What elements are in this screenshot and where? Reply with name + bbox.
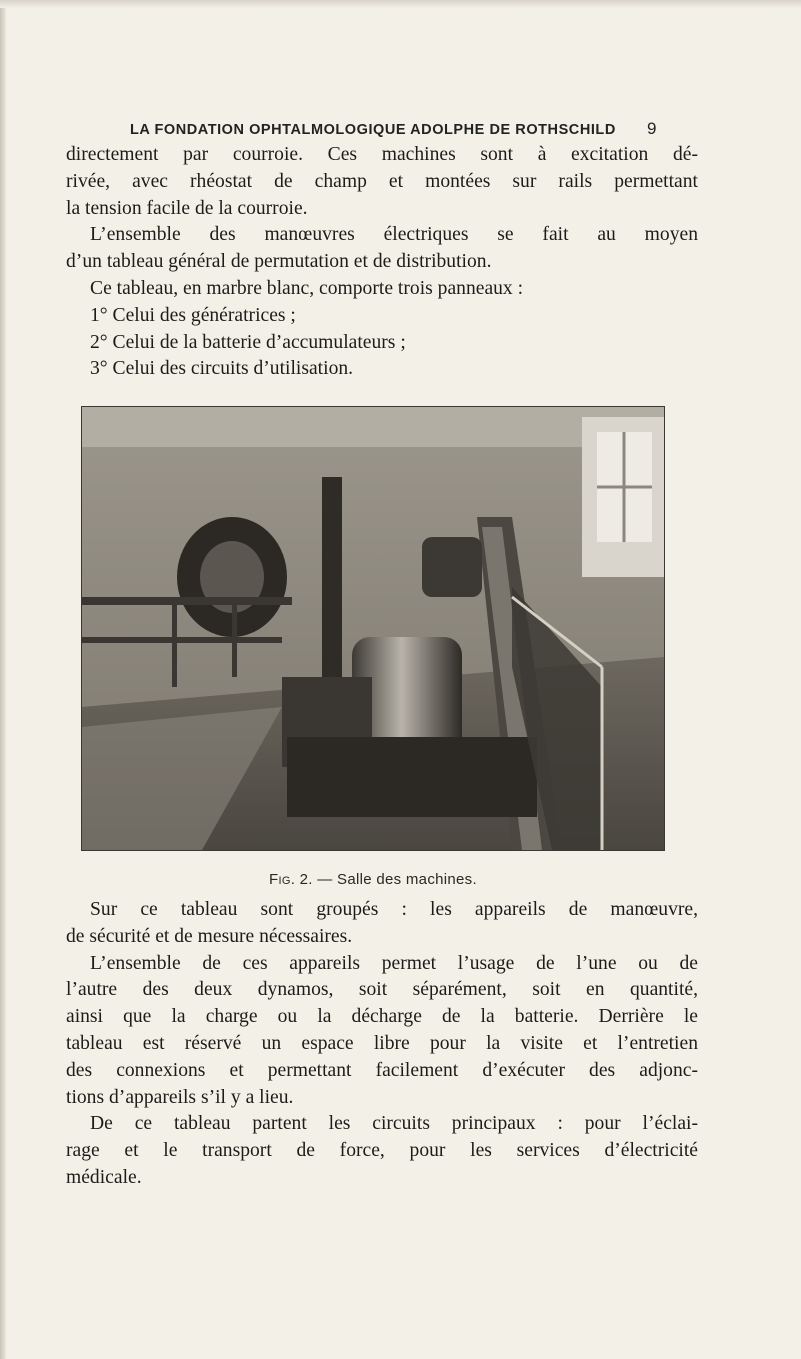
running-head — [130, 119, 801, 144]
page-edge — [0, 0, 6, 1359]
text-line: tableau est réservé un espace libre pour la visite et l’entretien — [66, 1032, 698, 1054]
text-line: Ce tableau, en marbre blanc, comporte trois panneaux : — [90, 277, 524, 299]
text-line: L’ensemble des manœuvres électriques se fait au moyen — [90, 224, 698, 246]
text-line: des connexions et permettant facilement d’exécuter des adjonc- — [66, 1059, 698, 1081]
list-item-circuits: 3° Celui des circuits d’utilisation. — [90, 358, 354, 380]
text-line: L’ensemble de ces appareils permet l’usage de l’une ou de — [90, 952, 698, 974]
text-line: directement par courroie. Ces machines sont à excitation dé- — [66, 144, 698, 165]
text-line: ainsi que la charge ou la décharge de la batterie. Derrière le — [66, 1006, 698, 1028]
text-line: Sur ce tableau sont groupés : les appareils de manœuvre, — [90, 899, 698, 920]
text-line: rage et le transport de force, pour les services d’électricité — [66, 1140, 698, 1162]
machine-room-photo — [82, 407, 664, 850]
body-text-bottom — [66, 897, 698, 1192]
text-line: rivée, avec rhéostat de champ et montées sur rails permettant — [66, 170, 698, 192]
list-item-generatrices: 1° Celui des génératrices ; — [90, 304, 296, 326]
text-line: tions d’appareils s’il y a lieu. — [66, 1086, 294, 1108]
page-number: 9 — [647, 119, 657, 138]
text-line: De ce tableau partent les circuits principaux : pour l’éclai- — [90, 1113, 698, 1135]
list-item-batterie: 2° Celui de la batterie d’accumulateurs ; — [90, 331, 406, 353]
caption-text: Salle des machines. — [337, 871, 477, 888]
figure-caption — [82, 871, 664, 888]
caption-separator: — — [317, 871, 333, 888]
text-line: la tension facile de la courroie. — [66, 197, 308, 219]
page-top-edge — [0, 0, 801, 8]
body-text-top — [66, 142, 698, 383]
text-line: d’un tableau général de permutation et de distribution. — [66, 251, 492, 273]
text-line: médicale. — [66, 1166, 142, 1188]
running-head-title: LA FONDATION OPHTALMOLOGIQUE ADOLPHE DE ROTHSCHILD — [130, 122, 616, 138]
text-line: de sécurité et de mesure nécessaires. — [66, 925, 353, 947]
text-line: l’autre des deux dynamos, soit séparément, soit en quantité, — [66, 979, 698, 1001]
figure-label: Fig. 2. — [269, 871, 313, 888]
